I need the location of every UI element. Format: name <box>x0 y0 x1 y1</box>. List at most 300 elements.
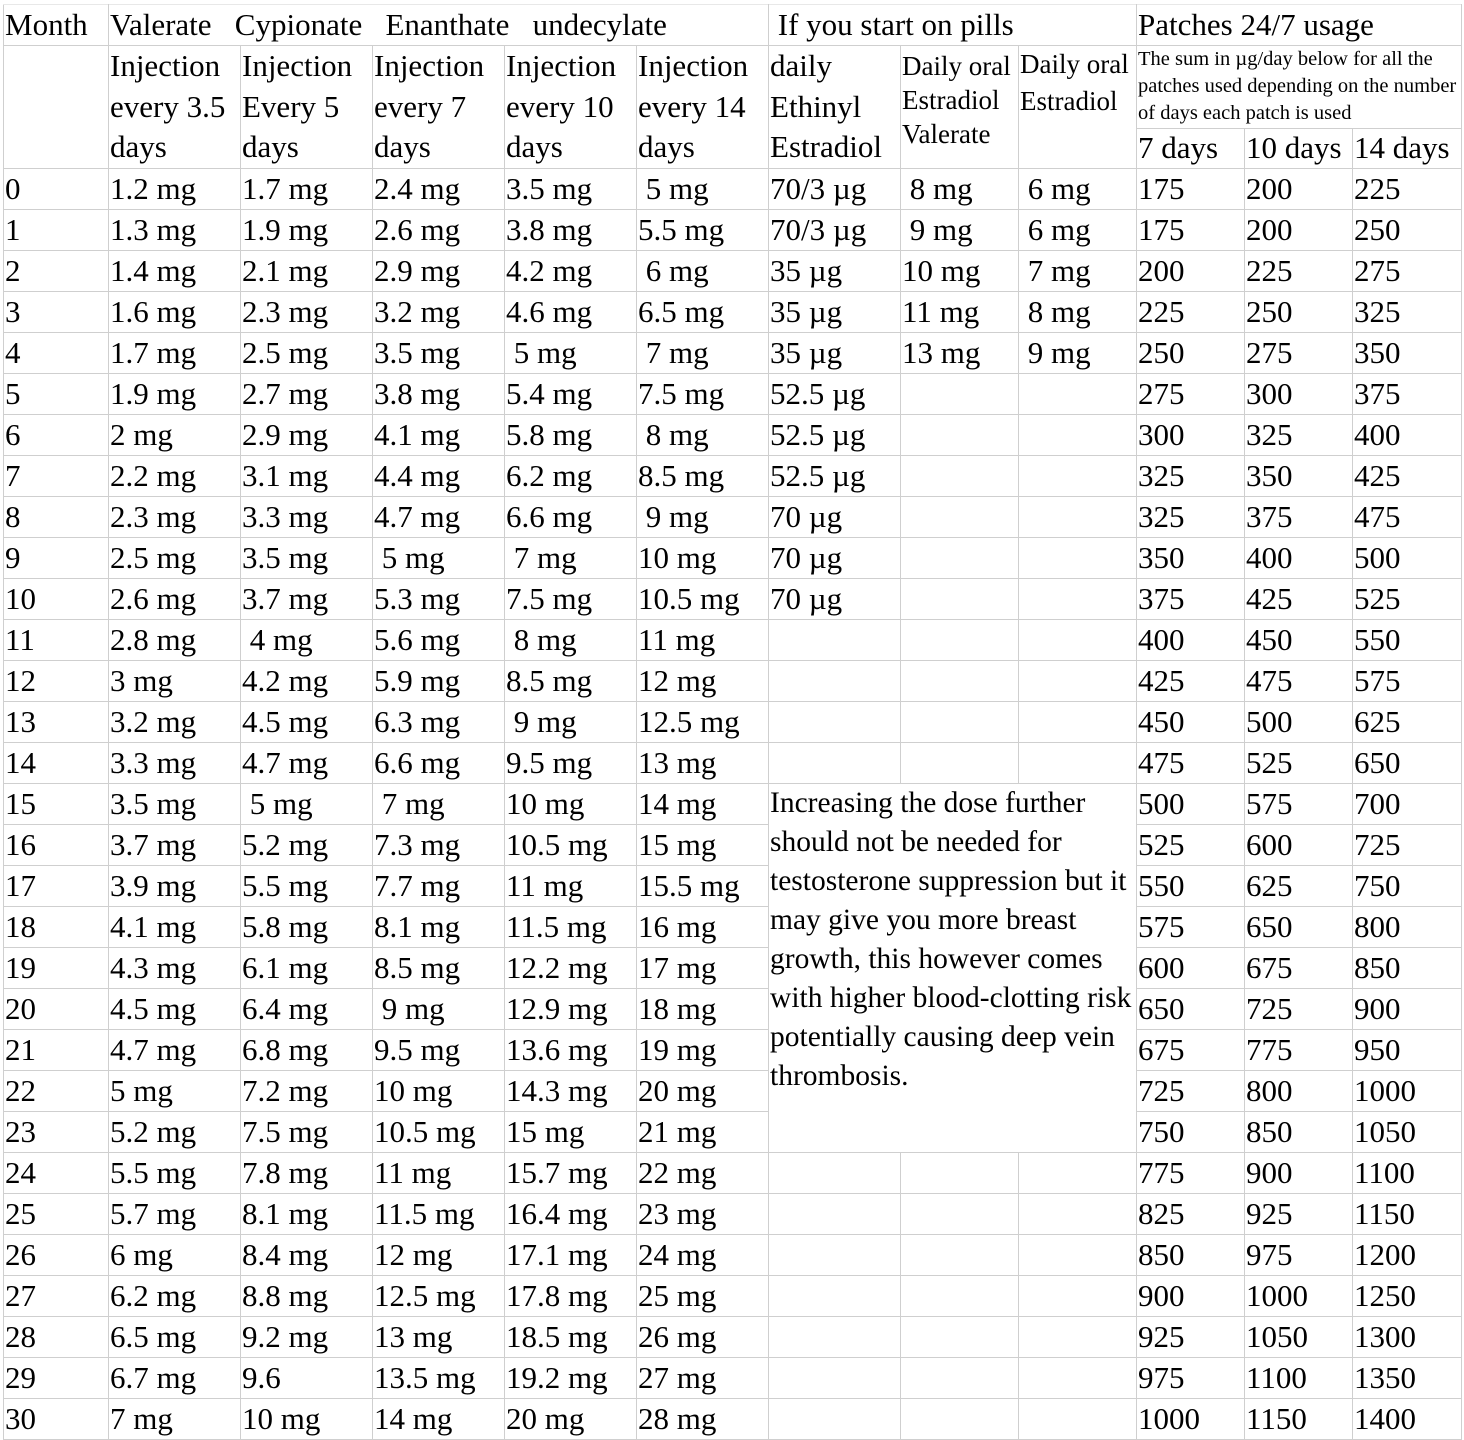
cell-oral-estradiol[interactable] <box>1019 1152 1137 1193</box>
cell-patch-7[interactable]: 650 <box>1137 988 1245 1029</box>
cell-patch-10[interactable]: 1000 <box>1245 1275 1353 1316</box>
cell-inj-14[interactable]: 12.5 mg <box>637 701 769 742</box>
cell-month[interactable]: 5 <box>4 373 109 414</box>
cell-inj-5[interactable]: 9.6 <box>241 1357 373 1398</box>
cell-month[interactable]: 3 <box>4 291 109 332</box>
cell-inj-3-5[interactable]: 7 mg <box>109 1398 241 1439</box>
cell-inj-3-5[interactable]: 6 mg <box>109 1234 241 1275</box>
cell-inj-10[interactable]: 8.5 mg <box>505 660 637 701</box>
cell-inj-7[interactable]: 5 mg <box>373 537 505 578</box>
cell-month[interactable]: 17 <box>4 865 109 906</box>
cell-inj-3-5[interactable]: 4.1 mg <box>109 906 241 947</box>
cell-inj-5[interactable]: 3.3 mg <box>241 496 373 537</box>
cell-ethinyl[interactable]: 35 µg <box>769 250 901 291</box>
cell-inj-10[interactable]: 13.6 mg <box>505 1029 637 1070</box>
cell-inj-10[interactable]: 15 mg <box>505 1111 637 1152</box>
cell-patch-7[interactable]: 275 <box>1137 373 1245 414</box>
cell-oral-estradiol[interactable]: 8 mg <box>1019 291 1137 332</box>
header-injection-types[interactable]: Valerate Cypionate Enanthate undecylate <box>109 5 769 46</box>
cell-patch-7[interactable]: 400 <box>1137 619 1245 660</box>
cell-month[interactable]: 9 <box>4 537 109 578</box>
cell-patch-7[interactable]: 675 <box>1137 1029 1245 1070</box>
cell-oral-estradiol[interactable] <box>1019 1275 1137 1316</box>
cell-patch-7[interactable]: 175 <box>1137 209 1245 250</box>
cell-inj-14[interactable]: 7.5 mg <box>637 373 769 414</box>
cell-oral-valerate[interactable] <box>901 701 1019 742</box>
cell-patch-10[interactable]: 275 <box>1245 332 1353 373</box>
cell-ethinyl[interactable] <box>769 1398 901 1439</box>
cell-patch-14[interactable]: 250 <box>1353 209 1462 250</box>
cell-oral-estradiol[interactable] <box>1019 1398 1137 1439</box>
cell-oral-valerate[interactable] <box>901 1234 1019 1275</box>
cell-inj-14[interactable]: 15.5 mg <box>637 865 769 906</box>
cell-inj-10[interactable]: 6.2 mg <box>505 455 637 496</box>
cell-ethinyl[interactable] <box>769 619 901 660</box>
cell-inj-7[interactable]: 13 mg <box>373 1316 505 1357</box>
cell-patch-14[interactable]: 275 <box>1353 250 1462 291</box>
cell-inj-7[interactable]: 4.4 mg <box>373 455 505 496</box>
cell-inj-5[interactable]: 9.2 mg <box>241 1316 373 1357</box>
cell-inj-3-5[interactable]: 6.2 mg <box>109 1275 241 1316</box>
cell-patch-14[interactable]: 625 <box>1353 701 1462 742</box>
cell-oral-estradiol[interactable] <box>1019 1357 1137 1398</box>
cell-inj-3-5[interactable]: 4.7 mg <box>109 1029 241 1070</box>
cell-inj-5[interactable]: 1.7 mg <box>241 168 373 209</box>
cell-ethinyl[interactable]: 70 µg <box>769 537 901 578</box>
cell-inj-14[interactable]: 8.5 mg <box>637 455 769 496</box>
cell-patch-7[interactable]: 325 <box>1137 455 1245 496</box>
cell-inj-5[interactable]: 7.8 mg <box>241 1152 373 1193</box>
cell-inj-10[interactable]: 17.1 mg <box>505 1234 637 1275</box>
header-injection-7-days[interactable]: Injection every 7 days <box>373 46 505 169</box>
cell-patch-10[interactable]: 325 <box>1245 414 1353 455</box>
header-injection-5-days[interactable]: Injection Every 5 days <box>241 46 373 169</box>
cell-inj-14[interactable]: 6.5 mg <box>637 291 769 332</box>
cell-inj-5[interactable]: 5.2 mg <box>241 824 373 865</box>
cell-ethinyl[interactable]: 52.5 µg <box>769 455 901 496</box>
cell-inj-14[interactable]: 18 mg <box>637 988 769 1029</box>
cell-inj-7[interactable]: 12 mg <box>373 1234 505 1275</box>
cell-patch-14[interactable]: 425 <box>1353 455 1462 496</box>
cell-month[interactable]: 26 <box>4 1234 109 1275</box>
cell-month[interactable]: 11 <box>4 619 109 660</box>
cell-inj-7[interactable]: 8.5 mg <box>373 947 505 988</box>
cell-inj-5[interactable]: 5.8 mg <box>241 906 373 947</box>
cell-patch-10[interactable]: 650 <box>1245 906 1353 947</box>
cell-patch-7[interactable]: 1000 <box>1137 1398 1245 1439</box>
cell-inj-3-5[interactable]: 2 mg <box>109 414 241 455</box>
cell-patch-14[interactable]: 575 <box>1353 660 1462 701</box>
cell-inj-7[interactable]: 7 mg <box>373 783 505 824</box>
cell-month[interactable]: 15 <box>4 783 109 824</box>
cell-inj-14[interactable]: 5.5 mg <box>637 209 769 250</box>
cell-inj-5[interactable]: 4.5 mg <box>241 701 373 742</box>
cell-patch-7[interactable]: 175 <box>1137 168 1245 209</box>
cell-inj-10[interactable]: 15.7 mg <box>505 1152 637 1193</box>
cell-patch-10[interactable]: 725 <box>1245 988 1353 1029</box>
cell-ethinyl[interactable]: 70/3 µg <box>769 168 901 209</box>
cell-patch-14[interactable]: 225 <box>1353 168 1462 209</box>
cell-ethinyl[interactable] <box>769 1193 901 1234</box>
cell-patch-7[interactable]: 350 <box>1137 537 1245 578</box>
cell-oral-valerate[interactable] <box>901 1398 1019 1439</box>
cell-ethinyl[interactable]: 35 µg <box>769 291 901 332</box>
cell-month[interactable]: 1 <box>4 209 109 250</box>
cell-month[interactable]: 2 <box>4 250 109 291</box>
cell-inj-3-5[interactable]: 1.6 mg <box>109 291 241 332</box>
cell-patch-14[interactable]: 750 <box>1353 865 1462 906</box>
cell-month[interactable]: 16 <box>4 824 109 865</box>
cell-inj-5[interactable]: 8.1 mg <box>241 1193 373 1234</box>
cell-inj-14[interactable]: 11 mg <box>637 619 769 660</box>
cell-inj-7[interactable]: 3.2 mg <box>373 291 505 332</box>
cell-inj-10[interactable]: 16.4 mg <box>505 1193 637 1234</box>
cell-patch-10[interactable]: 400 <box>1245 537 1353 578</box>
cell-patch-7[interactable]: 500 <box>1137 783 1245 824</box>
cell-inj-3-5[interactable]: 2.5 mg <box>109 537 241 578</box>
cell-patch-14[interactable]: 1000 <box>1353 1070 1462 1111</box>
cell-inj-7[interactable]: 6.6 mg <box>373 742 505 783</box>
cell-ethinyl[interactable] <box>769 1275 901 1316</box>
cell-inj-5[interactable]: 5 mg <box>241 783 373 824</box>
cell-ethinyl[interactable]: 52.5 µg <box>769 414 901 455</box>
cell-patch-7[interactable]: 575 <box>1137 906 1245 947</box>
cell-patch-14[interactable]: 725 <box>1353 824 1462 865</box>
cell-inj-3-5[interactable]: 6.5 mg <box>109 1316 241 1357</box>
cell-inj-3-5[interactable]: 4.3 mg <box>109 947 241 988</box>
cell-inj-10[interactable]: 3.8 mg <box>505 209 637 250</box>
cell-patch-10[interactable]: 975 <box>1245 1234 1353 1275</box>
cell-inj-3-5[interactable]: 5.7 mg <box>109 1193 241 1234</box>
cell-patch-14[interactable]: 1350 <box>1353 1357 1462 1398</box>
cell-oral-estradiol[interactable] <box>1019 660 1137 701</box>
cell-inj-5[interactable]: 2.9 mg <box>241 414 373 455</box>
cell-inj-10[interactable]: 5.8 mg <box>505 414 637 455</box>
cell-inj-10[interactable]: 10.5 mg <box>505 824 637 865</box>
cell-inj-14[interactable]: 5 mg <box>637 168 769 209</box>
header-month-blank[interactable] <box>4 46 109 169</box>
cell-inj-10[interactable]: 5.4 mg <box>505 373 637 414</box>
cell-patch-7[interactable]: 200 <box>1137 250 1245 291</box>
cell-inj-3-5[interactable]: 2.8 mg <box>109 619 241 660</box>
cell-inj-3-5[interactable]: 1.2 mg <box>109 168 241 209</box>
cell-oral-valerate[interactable] <box>901 1357 1019 1398</box>
cell-inj-7[interactable]: 12.5 mg <box>373 1275 505 1316</box>
cell-patch-7[interactable]: 550 <box>1137 865 1245 906</box>
cell-inj-5[interactable]: 5.5 mg <box>241 865 373 906</box>
cell-patch-14[interactable]: 400 <box>1353 414 1462 455</box>
cell-inj-3-5[interactable]: 3 mg <box>109 660 241 701</box>
cell-month[interactable]: 13 <box>4 701 109 742</box>
cell-inj-14[interactable]: 28 mg <box>637 1398 769 1439</box>
cell-inj-5[interactable]: 3.5 mg <box>241 537 373 578</box>
cell-inj-10[interactable]: 4.2 mg <box>505 250 637 291</box>
cell-patch-10[interactable]: 225 <box>1245 250 1353 291</box>
header-injection-3-5-days[interactable]: Injection every 3.5 days <box>109 46 241 169</box>
cell-oral-valerate[interactable]: 10 mg <box>901 250 1019 291</box>
cell-inj-5[interactable]: 1.9 mg <box>241 209 373 250</box>
cell-oral-valerate[interactable] <box>901 373 1019 414</box>
cell-inj-7[interactable]: 3.8 mg <box>373 373 505 414</box>
header-patch-10-days[interactable]: 10 days <box>1245 129 1353 168</box>
cell-patch-14[interactable]: 900 <box>1353 988 1462 1029</box>
cell-patch-10[interactable]: 200 <box>1245 168 1353 209</box>
cell-oral-estradiol[interactable] <box>1019 619 1137 660</box>
cell-patch-10[interactable]: 1050 <box>1245 1316 1353 1357</box>
header-injection-14-days[interactable]: Injection every 14 days <box>637 46 769 169</box>
cell-oral-valerate[interactable]: 9 mg <box>901 209 1019 250</box>
cell-patch-10[interactable]: 425 <box>1245 578 1353 619</box>
cell-oral-valerate[interactable] <box>901 455 1019 496</box>
cell-oral-valerate[interactable] <box>901 1193 1019 1234</box>
cell-month[interactable]: 18 <box>4 906 109 947</box>
cell-patch-10[interactable]: 575 <box>1245 783 1353 824</box>
cell-patch-10[interactable]: 500 <box>1245 701 1353 742</box>
cell-inj-5[interactable]: 7.2 mg <box>241 1070 373 1111</box>
cell-inj-3-5[interactable]: 3.9 mg <box>109 865 241 906</box>
cell-inj-7[interactable]: 7.7 mg <box>373 865 505 906</box>
cell-inj-3-5[interactable]: 3.5 mg <box>109 783 241 824</box>
cell-inj-14[interactable]: 17 mg <box>637 947 769 988</box>
cell-ethinyl[interactable]: 70/3 µg <box>769 209 901 250</box>
cell-patch-10[interactable]: 350 <box>1245 455 1353 496</box>
cell-oral-estradiol[interactable] <box>1019 578 1137 619</box>
cell-inj-14[interactable]: 6 mg <box>637 250 769 291</box>
cell-patch-7[interactable]: 450 <box>1137 701 1245 742</box>
cell-oral-estradiol[interactable] <box>1019 496 1137 537</box>
cell-inj-7[interactable]: 5.9 mg <box>373 660 505 701</box>
cell-patch-14[interactable]: 1100 <box>1353 1152 1462 1193</box>
cell-inj-5[interactable]: 6.1 mg <box>241 947 373 988</box>
cell-inj-7[interactable]: 10 mg <box>373 1070 505 1111</box>
cell-inj-7[interactable]: 6.3 mg <box>373 701 505 742</box>
cell-inj-5[interactable]: 10 mg <box>241 1398 373 1439</box>
cell-patch-7[interactable]: 825 <box>1137 1193 1245 1234</box>
header-oral-estradiol-valerate[interactable]: Daily oral Estradiol Valerate <box>901 46 1019 169</box>
cell-inj-5[interactable]: 3.1 mg <box>241 455 373 496</box>
cell-inj-3-5[interactable]: 1.9 mg <box>109 373 241 414</box>
cell-inj-10[interactable]: 11 mg <box>505 865 637 906</box>
cell-inj-3-5[interactable]: 3.2 mg <box>109 701 241 742</box>
cell-month[interactable]: 4 <box>4 332 109 373</box>
cell-inj-7[interactable]: 2.9 mg <box>373 250 505 291</box>
cell-inj-7[interactable]: 11.5 mg <box>373 1193 505 1234</box>
cell-oral-estradiol[interactable] <box>1019 1316 1137 1357</box>
header-pills[interactable]: If you start on pills <box>769 5 1137 46</box>
cell-inj-10[interactable]: 5 mg <box>505 332 637 373</box>
cell-inj-7[interactable]: 7.3 mg <box>373 824 505 865</box>
cell-inj-10[interactable]: 14.3 mg <box>505 1070 637 1111</box>
cell-patch-7[interactable]: 925 <box>1137 1316 1245 1357</box>
cell-patch-7[interactable]: 725 <box>1137 1070 1245 1111</box>
cell-oral-estradiol[interactable] <box>1019 455 1137 496</box>
cell-oral-estradiol[interactable] <box>1019 537 1137 578</box>
cell-ethinyl[interactable] <box>769 1357 901 1398</box>
cell-patch-10[interactable]: 775 <box>1245 1029 1353 1070</box>
cell-patch-10[interactable]: 625 <box>1245 865 1353 906</box>
cell-inj-5[interactable]: 2.3 mg <box>241 291 373 332</box>
cell-inj-7[interactable]: 10.5 mg <box>373 1111 505 1152</box>
cell-patch-10[interactable]: 850 <box>1245 1111 1353 1152</box>
cell-inj-7[interactable]: 2.6 mg <box>373 209 505 250</box>
cell-oral-valerate[interactable] <box>901 619 1019 660</box>
cell-patch-14[interactable]: 700 <box>1353 783 1462 824</box>
cell-inj-10[interactable]: 12.9 mg <box>505 988 637 1029</box>
cell-ethinyl[interactable] <box>769 1152 901 1193</box>
cell-patch-10[interactable]: 900 <box>1245 1152 1353 1193</box>
cell-ethinyl[interactable]: 52.5 µg <box>769 373 901 414</box>
cell-inj-10[interactable]: 20 mg <box>505 1398 637 1439</box>
cell-inj-14[interactable]: 23 mg <box>637 1193 769 1234</box>
cell-inj-3-5[interactable]: 4.5 mg <box>109 988 241 1029</box>
cell-oral-estradiol[interactable] <box>1019 414 1137 455</box>
cell-inj-14[interactable]: 25 mg <box>637 1275 769 1316</box>
cell-oral-valerate[interactable] <box>901 496 1019 537</box>
cell-inj-7[interactable]: 5.6 mg <box>373 619 505 660</box>
cell-oral-estradiol[interactable]: 6 mg <box>1019 209 1137 250</box>
cell-inj-14[interactable]: 9 mg <box>637 496 769 537</box>
cell-patch-14[interactable]: 1400 <box>1353 1398 1462 1439</box>
cell-inj-5[interactable]: 2.5 mg <box>241 332 373 373</box>
cell-ethinyl[interactable] <box>769 701 901 742</box>
cell-oral-estradiol[interactable] <box>1019 1234 1137 1275</box>
cell-patch-14[interactable]: 325 <box>1353 291 1462 332</box>
cell-ethinyl[interactable] <box>769 660 901 701</box>
cell-patch-14[interactable]: 850 <box>1353 947 1462 988</box>
cell-month[interactable]: 28 <box>4 1316 109 1357</box>
cell-ethinyl[interactable]: 70 µg <box>769 578 901 619</box>
cell-inj-5[interactable]: 6.4 mg <box>241 988 373 1029</box>
cell-inj-10[interactable]: 10 mg <box>505 783 637 824</box>
cell-inj-5[interactable]: 6.8 mg <box>241 1029 373 1070</box>
cell-inj-14[interactable]: 12 mg <box>637 660 769 701</box>
cell-inj-7[interactable]: 4.1 mg <box>373 414 505 455</box>
cell-inj-3-5[interactable]: 1.3 mg <box>109 209 241 250</box>
cell-inj-10[interactable]: 19.2 mg <box>505 1357 637 1398</box>
cell-inj-3-5[interactable]: 5.2 mg <box>109 1111 241 1152</box>
header-oral-estradiol[interactable]: Daily oral Estradiol <box>1019 46 1137 169</box>
cell-patch-14[interactable]: 350 <box>1353 332 1462 373</box>
cell-ethinyl[interactable]: 35 µg <box>769 332 901 373</box>
header-patches[interactable]: Patches 24/7 usage <box>1137 5 1462 46</box>
cell-ethinyl[interactable] <box>769 1316 901 1357</box>
cell-oral-estradiol[interactable] <box>1019 742 1137 783</box>
cell-patch-14[interactable]: 500 <box>1353 537 1462 578</box>
cell-patch-10[interactable]: 600 <box>1245 824 1353 865</box>
cell-inj-5[interactable]: 8.8 mg <box>241 1275 373 1316</box>
cell-patch-14[interactable]: 1200 <box>1353 1234 1462 1275</box>
cell-inj-5[interactable]: 8.4 mg <box>241 1234 373 1275</box>
cell-inj-14[interactable]: 14 mg <box>637 783 769 824</box>
cell-patch-7[interactable]: 425 <box>1137 660 1245 701</box>
cell-oral-valerate[interactable] <box>901 742 1019 783</box>
cell-inj-14[interactable]: 27 mg <box>637 1357 769 1398</box>
cell-ethinyl[interactable] <box>769 742 901 783</box>
header-patch-note[interactable]: The sum in µg/day below for all the patches used depending on the number of days each patch is used <box>1137 46 1462 129</box>
cell-oral-estradiol[interactable]: 7 mg <box>1019 250 1137 291</box>
cell-oral-valerate[interactable] <box>901 1316 1019 1357</box>
cell-inj-14[interactable]: 22 mg <box>637 1152 769 1193</box>
header-ethinyl-estradiol[interactable]: daily Ethinyl Estradiol <box>769 46 901 169</box>
header-injection-10-days[interactable]: Injection every 10 days <box>505 46 637 169</box>
cell-inj-7[interactable]: 9 mg <box>373 988 505 1029</box>
cell-inj-7[interactable]: 4.7 mg <box>373 496 505 537</box>
cell-ethinyl[interactable] <box>769 1234 901 1275</box>
cell-inj-5[interactable]: 2.1 mg <box>241 250 373 291</box>
cell-oral-valerate[interactable] <box>901 660 1019 701</box>
cell-month[interactable]: 24 <box>4 1152 109 1193</box>
cell-patch-10[interactable]: 675 <box>1245 947 1353 988</box>
cell-inj-3-5[interactable]: 6.7 mg <box>109 1357 241 1398</box>
cell-patch-14[interactable]: 950 <box>1353 1029 1462 1070</box>
cell-inj-14[interactable]: 24 mg <box>637 1234 769 1275</box>
dose-note[interactable]: Increasing the dose further should not be needed for testosterone suppression but it may give you more breast growth, this however comes with higher blood-clotting risk potentially causing deep vein thrombosis. <box>769 783 1137 1152</box>
cell-inj-3-5[interactable]: 3.7 mg <box>109 824 241 865</box>
cell-patch-10[interactable]: 1100 <box>1245 1357 1353 1398</box>
cell-patch-14[interactable]: 1050 <box>1353 1111 1462 1152</box>
cell-inj-10[interactable]: 9.5 mg <box>505 742 637 783</box>
cell-inj-10[interactable]: 4.6 mg <box>505 291 637 332</box>
cell-inj-7[interactable]: 14 mg <box>373 1398 505 1439</box>
cell-oral-estradiol[interactable] <box>1019 701 1137 742</box>
cell-month[interactable]: 7 <box>4 455 109 496</box>
cell-inj-5[interactable]: 4.7 mg <box>241 742 373 783</box>
cell-month[interactable]: 0 <box>4 168 109 209</box>
cell-inj-7[interactable]: 8.1 mg <box>373 906 505 947</box>
cell-inj-10[interactable]: 6.6 mg <box>505 496 637 537</box>
cell-patch-7[interactable]: 775 <box>1137 1152 1245 1193</box>
header-patch-14-days[interactable]: 14 days <box>1353 129 1462 168</box>
cell-patch-7[interactable]: 300 <box>1137 414 1245 455</box>
header-patch-7-days[interactable]: 7 days <box>1137 129 1245 168</box>
cell-patch-7[interactable]: 600 <box>1137 947 1245 988</box>
cell-oral-valerate[interactable]: 11 mg <box>901 291 1019 332</box>
cell-patch-14[interactable]: 1250 <box>1353 1275 1462 1316</box>
cell-month[interactable]: 20 <box>4 988 109 1029</box>
cell-patch-7[interactable]: 250 <box>1137 332 1245 373</box>
cell-patch-14[interactable]: 550 <box>1353 619 1462 660</box>
cell-patch-7[interactable]: 900 <box>1137 1275 1245 1316</box>
cell-patch-14[interactable]: 375 <box>1353 373 1462 414</box>
cell-patch-7[interactable]: 525 <box>1137 824 1245 865</box>
cell-inj-5[interactable]: 7.5 mg <box>241 1111 373 1152</box>
cell-month[interactable]: 30 <box>4 1398 109 1439</box>
cell-oral-estradiol[interactable] <box>1019 1193 1137 1234</box>
cell-patch-7[interactable]: 225 <box>1137 291 1245 332</box>
cell-inj-10[interactable]: 7.5 mg <box>505 578 637 619</box>
cell-inj-10[interactable]: 3.5 mg <box>505 168 637 209</box>
cell-inj-3-5[interactable]: 2.3 mg <box>109 496 241 537</box>
cell-inj-10[interactable]: 12.2 mg <box>505 947 637 988</box>
cell-patch-7[interactable]: 475 <box>1137 742 1245 783</box>
header-month[interactable]: Month <box>4 5 109 46</box>
cell-patch-10[interactable]: 800 <box>1245 1070 1353 1111</box>
cell-inj-10[interactable]: 9 mg <box>505 701 637 742</box>
cell-inj-5[interactable]: 4.2 mg <box>241 660 373 701</box>
cell-inj-3-5[interactable]: 3.3 mg <box>109 742 241 783</box>
cell-inj-14[interactable]: 19 mg <box>637 1029 769 1070</box>
cell-month[interactable]: 12 <box>4 660 109 701</box>
cell-inj-7[interactable]: 5.3 mg <box>373 578 505 619</box>
cell-inj-5[interactable]: 2.7 mg <box>241 373 373 414</box>
cell-patch-10[interactable]: 200 <box>1245 209 1353 250</box>
cell-inj-3-5[interactable]: 1.7 mg <box>109 332 241 373</box>
cell-inj-10[interactable]: 17.8 mg <box>505 1275 637 1316</box>
cell-month[interactable]: 25 <box>4 1193 109 1234</box>
cell-inj-3-5[interactable]: 5 mg <box>109 1070 241 1111</box>
cell-oral-estradiol[interactable]: 6 mg <box>1019 168 1137 209</box>
cell-month[interactable]: 21 <box>4 1029 109 1070</box>
